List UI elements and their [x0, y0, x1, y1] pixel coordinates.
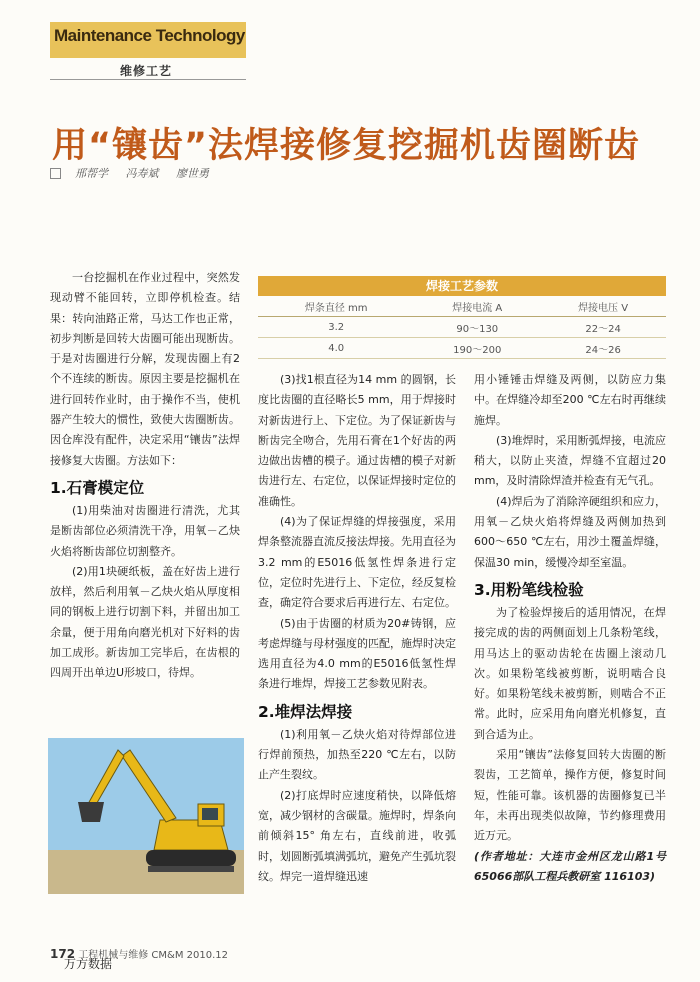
welding-params-table: [258, 276, 666, 359]
column-1: [50, 268, 240, 684]
paragraph: (4)焊后为了消除淬硬组织和应力，用氧－乙炔火焰将焊缝及两侧加热到600～650 ℃左右，用沙土覆盖焊缝，保温30 min，缓慢冷却至室温。: [474, 494, 666, 569]
section-heading-2: 2.堆焊法焊接: [258, 702, 353, 721]
table-cell: 190～200: [414, 338, 540, 359]
table-cell: 3.2: [258, 317, 414, 338]
section-heading-3: 3.用粉笔线检验: [474, 580, 584, 599]
article-authors: 邢帮学 冯寿斌 廖世勇: [75, 167, 209, 180]
table-row: [258, 317, 666, 338]
column-3: [474, 370, 666, 887]
article-title: 用“镶齿”法焊接修复挖掘机齿圈断齿: [52, 126, 641, 166]
header-divider: [50, 79, 246, 80]
table-cell: 24～26: [540, 338, 666, 359]
brand-title: Maintenance Technology: [54, 26, 245, 45]
author-address: (作者地址：大连市金州区龙山路1号65066部队工程兵教研室 116103): [474, 849, 666, 883]
section-heading-1: 1.石膏模定位: [50, 478, 145, 497]
table-header-cell: 焊接电流 A: [414, 296, 540, 317]
paragraph: (3)堆焊时，采用断弧焊接，电流应稍大，以防止夹渣，焊缝不宜超过20 mm，及时清除焊渣并检查有无气孔。: [474, 433, 666, 488]
table-cell: 22～24: [540, 317, 666, 338]
paragraph: (4)为了保证焊缝的焊接强度，采用焊条整流器直流反接法焊接。先用直径为3.2 mm的E5016低氢性焊条进行定位，定位时先进行上、下定位，经反复检查，确定符合要求后再进行左、右定位。: [258, 515, 456, 610]
column-2: [258, 370, 456, 887]
table-header-row: [258, 296, 666, 317]
table-title: 焊接工艺参数: [258, 276, 666, 296]
table-header-cell: 焊条直径 mm: [258, 296, 414, 317]
table-cell: 90～130: [414, 317, 540, 338]
section-label: 维修工艺: [120, 64, 173, 78]
journal-info: 工程机械与维修 CM&M 2010.12: [78, 950, 228, 961]
table-row: [258, 338, 666, 359]
table-header-cell: 焊接电压 V: [540, 296, 666, 317]
author-box-icon: [50, 168, 61, 179]
intro-paragraph: 一台挖掘机在作业过程中，突然发现动臂不能回转，立即停机检查。结果：转向油路正常，马达工作也正常，初步判断是回转大齿圈可能出现断齿。于是对齿圈进行分解，发现齿圈上有2个不连续的断齿。原因主要是挖掘机在进行回转作业时，由于操作不当，使机器产生较大的惯性，致使大齿圈断齿。因仓库没有配件，决定采用“镶齿”法焊接修复大齿圈。方法如下：: [50, 271, 240, 467]
paragraph: 为了检验焊接后的适用情况，在焊接完成的齿的两侧面划上几条粉笔线，用马达上的驱动齿轮在齿圈上滚动几次。如果粉笔线被剪断，说明啮合良好。如果粉笔线未被剪断，则啮合不正常。此时，应采用角向磨光机修复，直到合适为止。: [474, 605, 666, 741]
excavator-photo: [48, 738, 244, 894]
paragraph: (1)用柴油对齿圈进行清洗，尤其是断齿部位必须清洗干净，用氧－乙炔火焰将断齿部位切割整齐。: [50, 503, 240, 558]
paragraph: (3)找1根直径为14 mm 的圆钢，长度比齿圈的直径略长5 mm，用于焊接时对新齿进行上、下定位。为了保证新齿与断齿完全吻合，先用石膏在1个好齿的两边做出齿槽的模子。通过齿槽的模子对新齿进行左、右定位，以保证焊接时定位的准确性。: [258, 373, 456, 508]
paragraph: (2)用1块硬纸板，盖在好齿上进行放样，然后利用氧－乙炔火焰从厚度相同的钢板上进行切割下料，并留出加工余量，便于用角向磨光机对下好料的齿加工成形。新齿加工完毕后，在齿根的四周开出单边U形坡口，待焊。: [50, 564, 240, 680]
watermark-text: 万方数据: [64, 957, 113, 971]
page-number: 172: [50, 947, 76, 961]
table-cell: 4.0: [258, 338, 414, 359]
paragraph: 用小锤锤击焊缝及两侧，以防应力集中。在焊缝冷却至200 ℃左右时再继续施焊。: [474, 373, 666, 427]
paragraph: (2)打底焊时应速度稍快，以降低熔宽，减少钢材的含碳量。施焊时，焊条向前倾斜15° 角左右，直线前进，收弧时，划圆断弧填满弧坑，避免产生弧坑裂纹。焊完一道焊缝迅速: [258, 788, 456, 883]
paragraph: 采用“镶齿”法修复回转大齿圈的断裂齿，工艺简单，操作方便，修复时间短，性能可靠。该机器的齿圈修复已半年，未再出现类似故障，节约修理费用近万元。: [474, 748, 666, 843]
paragraph: (5)由于齿圈的材质为20#铸钢，应考虑焊缝与母材强度的匹配，施焊时决定选用直径为4.0 mm的E5016低氢性焊条进行堆焊，焊接工艺参数见附表。: [258, 616, 456, 691]
paragraph: (1)利用氧－乙炔火焰对待焊部位进行焊前预热，加热至220 ℃左右，以防止产生裂纹。: [258, 727, 456, 782]
